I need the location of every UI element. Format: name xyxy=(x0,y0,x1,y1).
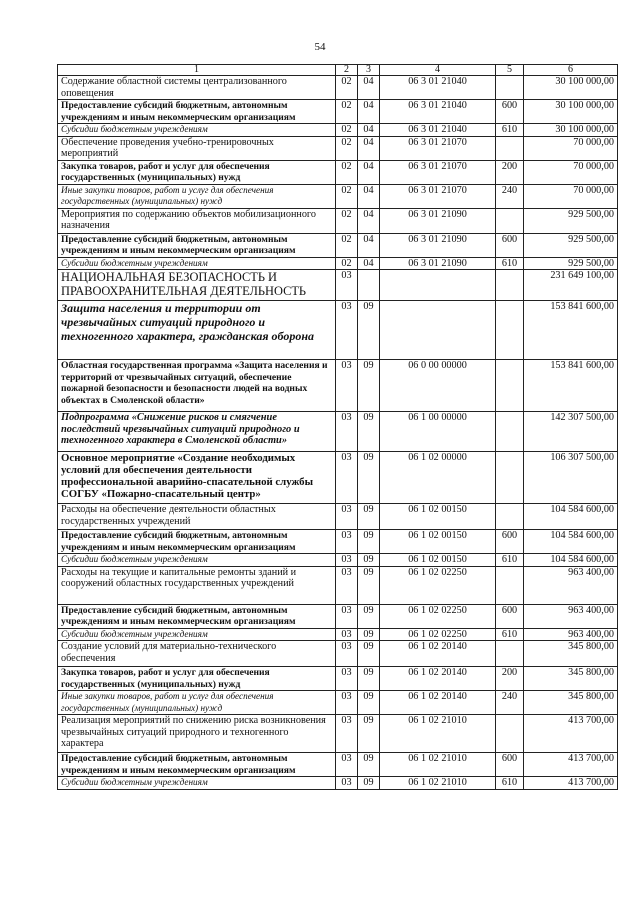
expense-type-cell: 600 xyxy=(496,604,524,628)
expense-type-cell xyxy=(496,452,524,504)
row-name-cell: Областная государственная программа «Защита населения и территорий от чрезвычайных ситуаций, обеспечение пожарной безопасности и безопасности людей на водных объектах в Смоленской области» xyxy=(58,360,336,412)
expense-type-cell: 610 xyxy=(496,628,524,641)
expense-type-cell: 610 xyxy=(496,124,524,137)
row-name-cell: Закупка товаров, работ и услуг для обеспечения государственных (муниципальных) нужд xyxy=(58,160,336,184)
subsection-code-cell: 09 xyxy=(358,604,380,628)
target-article-cell: 06 3 01 21070 xyxy=(380,160,496,184)
section-code-cell: 02 xyxy=(336,184,358,208)
row-name-cell: Защита населения и территории от чрезвычайных ситуаций природного и техногенного характера, гражданская оборона xyxy=(58,301,336,360)
expense-type-cell: 600 xyxy=(496,530,524,554)
expense-type-cell: 600 xyxy=(496,233,524,257)
header-cell: 5 xyxy=(496,65,524,76)
expense-type-cell xyxy=(496,566,524,604)
amount-cell: 106 307 500,00 xyxy=(524,452,618,504)
target-article-cell: 06 3 01 21070 xyxy=(380,136,496,160)
amount-cell: 963 400,00 xyxy=(524,566,618,604)
table-row xyxy=(58,604,618,628)
amount-cell: 345 800,00 xyxy=(524,641,618,667)
row-name-cell: Предоставление субсидий бюджетным, автономным учреждениям и иным некоммерческим организациям xyxy=(58,753,336,777)
table-row xyxy=(58,124,618,137)
subsection-code-cell: 09 xyxy=(358,777,380,790)
section-code-cell: 02 xyxy=(336,100,358,124)
row-name-cell: Расходы на обеспечение деятельности областных государственных учреждений xyxy=(58,504,336,530)
target-article-cell: 06 3 01 21070 xyxy=(380,184,496,208)
subsection-code-cell: 04 xyxy=(358,76,380,100)
subsection-code-cell: 09 xyxy=(358,530,380,554)
expense-type-cell xyxy=(496,504,524,530)
table-row xyxy=(58,641,618,667)
row-name-cell: Закупка товаров, работ и услуг для обеспечения государственных (муниципальных) нужд xyxy=(58,667,336,691)
row-name-cell: Иные закупки товаров, работ и услуг для обеспечения государственных (муниципальных) нужд xyxy=(58,184,336,208)
section-code-cell: 03 xyxy=(336,715,358,753)
amount-cell: 142 307 500,00 xyxy=(524,412,618,452)
row-name-cell: Расходы на текущие и капитальные ремонты зданий и сооружений областных государственных учреждений xyxy=(58,566,336,604)
table-row xyxy=(58,566,618,604)
row-name-cell: Предоставление субсидий бюджетным, автономным учреждениям и иным некоммерческим организациям xyxy=(58,233,336,257)
section-code-cell: 03 xyxy=(336,667,358,691)
table-row xyxy=(58,504,618,530)
target-article-cell: 06 1 02 00150 xyxy=(380,530,496,554)
table-row xyxy=(58,184,618,208)
amount-cell: 70 000,00 xyxy=(524,160,618,184)
amount-cell: 345 800,00 xyxy=(524,691,618,715)
expense-type-cell: 200 xyxy=(496,667,524,691)
table-row xyxy=(58,100,618,124)
section-code-cell: 02 xyxy=(336,160,358,184)
section-code-cell: 03 xyxy=(336,628,358,641)
header-cell: 1 xyxy=(58,65,336,76)
subsection-code-cell: 09 xyxy=(358,667,380,691)
row-name-cell: Реализация мероприятий по снижению риска возникновения чрезвычайных ситуаций природного и техногенного характера xyxy=(58,715,336,753)
target-article-cell: 06 1 02 00000 xyxy=(380,452,496,504)
row-name-cell: Подпрограмма «Снижение рисков и смягчение последствий чрезвычайных ситуаций природного и техногенного характера в Смоленской области» xyxy=(58,412,336,452)
row-name-cell: Предоставление субсидий бюджетным, автономным учреждениям и иным некоммерческим организациям xyxy=(58,530,336,554)
table-row xyxy=(58,412,618,452)
table-row xyxy=(58,452,618,504)
subsection-code-cell: 04 xyxy=(358,257,380,270)
header-cell: 4 xyxy=(380,65,496,76)
header-cell: 2 xyxy=(336,65,358,76)
subsection-code-cell: 04 xyxy=(358,184,380,208)
page-number: 54 xyxy=(314,41,326,53)
target-article-cell: 06 1 02 00150 xyxy=(380,554,496,567)
expense-type-cell: 610 xyxy=(496,554,524,567)
table-row xyxy=(58,76,618,100)
table-row xyxy=(58,270,618,301)
target-article-cell: 06 1 02 21010 xyxy=(380,715,496,753)
amount-cell: 413 700,00 xyxy=(524,715,618,753)
amount-cell: 413 700,00 xyxy=(524,753,618,777)
target-article-cell: 06 3 01 21090 xyxy=(380,208,496,233)
subsection-code-cell: 09 xyxy=(358,566,380,604)
section-code-cell: 03 xyxy=(336,691,358,715)
table-row xyxy=(58,208,618,233)
table-header-row xyxy=(58,65,618,76)
subsection-code-cell: 09 xyxy=(358,360,380,412)
table-row xyxy=(58,233,618,257)
amount-cell: 30 100 000,00 xyxy=(524,76,618,100)
row-name-cell: Субсидии бюджетным учреждениям xyxy=(58,257,336,270)
expense-type-cell: 240 xyxy=(496,184,524,208)
subsection-code-cell: 09 xyxy=(358,691,380,715)
target-article-cell: 06 1 02 20140 xyxy=(380,641,496,667)
table-row xyxy=(58,530,618,554)
subsection-code-cell: 04 xyxy=(358,100,380,124)
target-article-cell: 06 3 01 21040 xyxy=(380,124,496,137)
table-row xyxy=(58,136,618,160)
amount-cell: 345 800,00 xyxy=(524,667,618,691)
expense-type-cell: 600 xyxy=(496,753,524,777)
section-code-cell: 02 xyxy=(336,136,358,160)
row-name-cell: Субсидии бюджетным учреждениям xyxy=(58,124,336,137)
expense-type-cell xyxy=(496,360,524,412)
amount-cell: 104 584 600,00 xyxy=(524,530,618,554)
section-code-cell: 03 xyxy=(336,604,358,628)
target-article-cell: 06 1 02 21010 xyxy=(380,777,496,790)
target-article-cell: 06 1 02 21010 xyxy=(380,753,496,777)
subsection-code-cell: 04 xyxy=(358,233,380,257)
target-article-cell: 06 3 01 21090 xyxy=(380,257,496,270)
amount-cell: 153 841 600,00 xyxy=(524,301,618,360)
table-row xyxy=(58,777,618,790)
expense-type-cell xyxy=(496,136,524,160)
subsection-code-cell: 04 xyxy=(358,208,380,233)
expense-type-cell: 610 xyxy=(496,777,524,790)
section-code-cell: 03 xyxy=(336,412,358,452)
subsection-code-cell: 09 xyxy=(358,753,380,777)
section-code-cell: 03 xyxy=(336,566,358,604)
section-code-cell: 03 xyxy=(336,530,358,554)
expense-type-cell xyxy=(496,412,524,452)
table-row xyxy=(58,628,618,641)
target-article-cell: 06 3 01 21040 xyxy=(380,76,496,100)
amount-cell: 413 700,00 xyxy=(524,777,618,790)
row-name-cell: Создание условий для материально-технического обеспечения xyxy=(58,641,336,667)
expense-type-cell: 610 xyxy=(496,257,524,270)
amount-cell: 104 584 600,00 xyxy=(524,554,618,567)
row-name-cell: Иные закупки товаров, работ и услуг для обеспечения государственных (муниципальных) нужд xyxy=(58,691,336,715)
expense-type-cell xyxy=(496,76,524,100)
target-article-cell: 06 1 00 00000 xyxy=(380,412,496,452)
section-code-cell: 02 xyxy=(336,233,358,257)
row-name-cell: Основное мероприятие «Создание необходимых условий для обеспечения деятельности профессиональной аварийно-спасательной службы СОГБУ «Пожарно-спасательный центр» xyxy=(58,452,336,504)
amount-cell: 70 000,00 xyxy=(524,184,618,208)
table-row xyxy=(58,554,618,567)
target-article-cell: 06 3 01 21090 xyxy=(380,233,496,257)
row-name-cell: Мероприятия по содержанию объектов мобилизационного назначения xyxy=(58,208,336,233)
expense-type-cell xyxy=(496,715,524,753)
subsection-code-cell: 09 xyxy=(358,412,380,452)
target-article-cell: 06 1 02 20140 xyxy=(380,667,496,691)
section-code-cell: 03 xyxy=(336,452,358,504)
amount-cell: 963 400,00 xyxy=(524,628,618,641)
target-article-cell: 06 1 02 00150 xyxy=(380,504,496,530)
target-article-cell: 06 0 00 00000 xyxy=(380,360,496,412)
header-cell: 6 xyxy=(524,65,618,76)
section-code-cell: 03 xyxy=(336,641,358,667)
table-row xyxy=(58,360,618,412)
amount-cell: 30 100 000,00 xyxy=(524,124,618,137)
section-code-cell: 03 xyxy=(336,753,358,777)
expense-type-cell: 600 xyxy=(496,100,524,124)
amount-cell: 929 500,00 xyxy=(524,233,618,257)
amount-cell: 929 500,00 xyxy=(524,208,618,233)
section-code-cell: 02 xyxy=(336,76,358,100)
amount-cell: 963 400,00 xyxy=(524,604,618,628)
expense-type-cell xyxy=(496,208,524,233)
section-code-cell: 03 xyxy=(336,554,358,567)
expense-type-cell: 240 xyxy=(496,691,524,715)
target-article-cell: 06 1 02 02250 xyxy=(380,604,496,628)
subsection-code-cell: 04 xyxy=(358,160,380,184)
table-row xyxy=(58,753,618,777)
amount-cell: 231 649 100,00 xyxy=(524,270,618,301)
target-article-cell: 06 1 02 20140 xyxy=(380,691,496,715)
row-name-cell: Содержание областной системы централизованного оповещения xyxy=(58,76,336,100)
expense-type-cell: 200 xyxy=(496,160,524,184)
table-row xyxy=(58,715,618,753)
header-cell: 3 xyxy=(358,65,380,76)
subsection-code-cell: 09 xyxy=(358,301,380,360)
expense-type-cell xyxy=(496,270,524,301)
subsection-code-cell: 09 xyxy=(358,641,380,667)
table-row xyxy=(58,691,618,715)
budget-table xyxy=(57,64,618,790)
target-article-cell xyxy=(380,270,496,301)
target-article-cell: 06 3 01 21040 xyxy=(380,100,496,124)
section-code-cell: 03 xyxy=(336,360,358,412)
section-code-cell: 03 xyxy=(336,777,358,790)
amount-cell: 70 000,00 xyxy=(524,136,618,160)
amount-cell: 30 100 000,00 xyxy=(524,100,618,124)
subsection-code-cell: 04 xyxy=(358,124,380,137)
row-name-cell: Субсидии бюджетным учреждениям xyxy=(58,554,336,567)
table-row xyxy=(58,160,618,184)
section-code-cell: 02 xyxy=(336,257,358,270)
table-row xyxy=(58,301,618,360)
subsection-code-cell: 09 xyxy=(358,452,380,504)
subsection-code-cell: 09 xyxy=(358,504,380,530)
target-article-cell xyxy=(380,301,496,360)
target-article-cell: 06 1 02 02250 xyxy=(380,628,496,641)
section-code-cell: 03 xyxy=(336,270,358,301)
target-article-cell: 06 1 02 02250 xyxy=(380,566,496,604)
amount-cell: 153 841 600,00 xyxy=(524,360,618,412)
subsection-code-cell xyxy=(358,270,380,301)
amount-cell: 929 500,00 xyxy=(524,257,618,270)
subsection-code-cell: 09 xyxy=(358,554,380,567)
row-name-cell: Предоставление субсидий бюджетным, автономным учреждениям и иным некоммерческим организациям xyxy=(58,100,336,124)
row-name-cell: НАЦИОНАЛЬНАЯ БЕЗОПАСНОСТЬ И ПРАВООХРАНИТЕЛЬНАЯ ДЕЯТЕЛЬНОСТЬ xyxy=(58,270,336,301)
expense-type-cell xyxy=(496,641,524,667)
subsection-code-cell: 04 xyxy=(358,136,380,160)
section-code-cell: 02 xyxy=(336,208,358,233)
table-row xyxy=(58,257,618,270)
section-code-cell: 03 xyxy=(336,504,358,530)
section-code-cell: 02 xyxy=(336,124,358,137)
table-row xyxy=(58,667,618,691)
subsection-code-cell: 09 xyxy=(358,715,380,753)
row-name-cell: Субсидии бюджетным учреждениям xyxy=(58,628,336,641)
row-name-cell: Субсидии бюджетным учреждениям xyxy=(58,777,336,790)
amount-cell: 104 584 600,00 xyxy=(524,504,618,530)
section-code-cell: 03 xyxy=(336,301,358,360)
subsection-code-cell: 09 xyxy=(358,628,380,641)
row-name-cell: Предоставление субсидий бюджетным, автономным учреждениям и иным некоммерческим организациям xyxy=(58,604,336,628)
expense-type-cell xyxy=(496,301,524,360)
row-name-cell: Обеспечение проведения учебно-тренировочных мероприятий xyxy=(58,136,336,160)
